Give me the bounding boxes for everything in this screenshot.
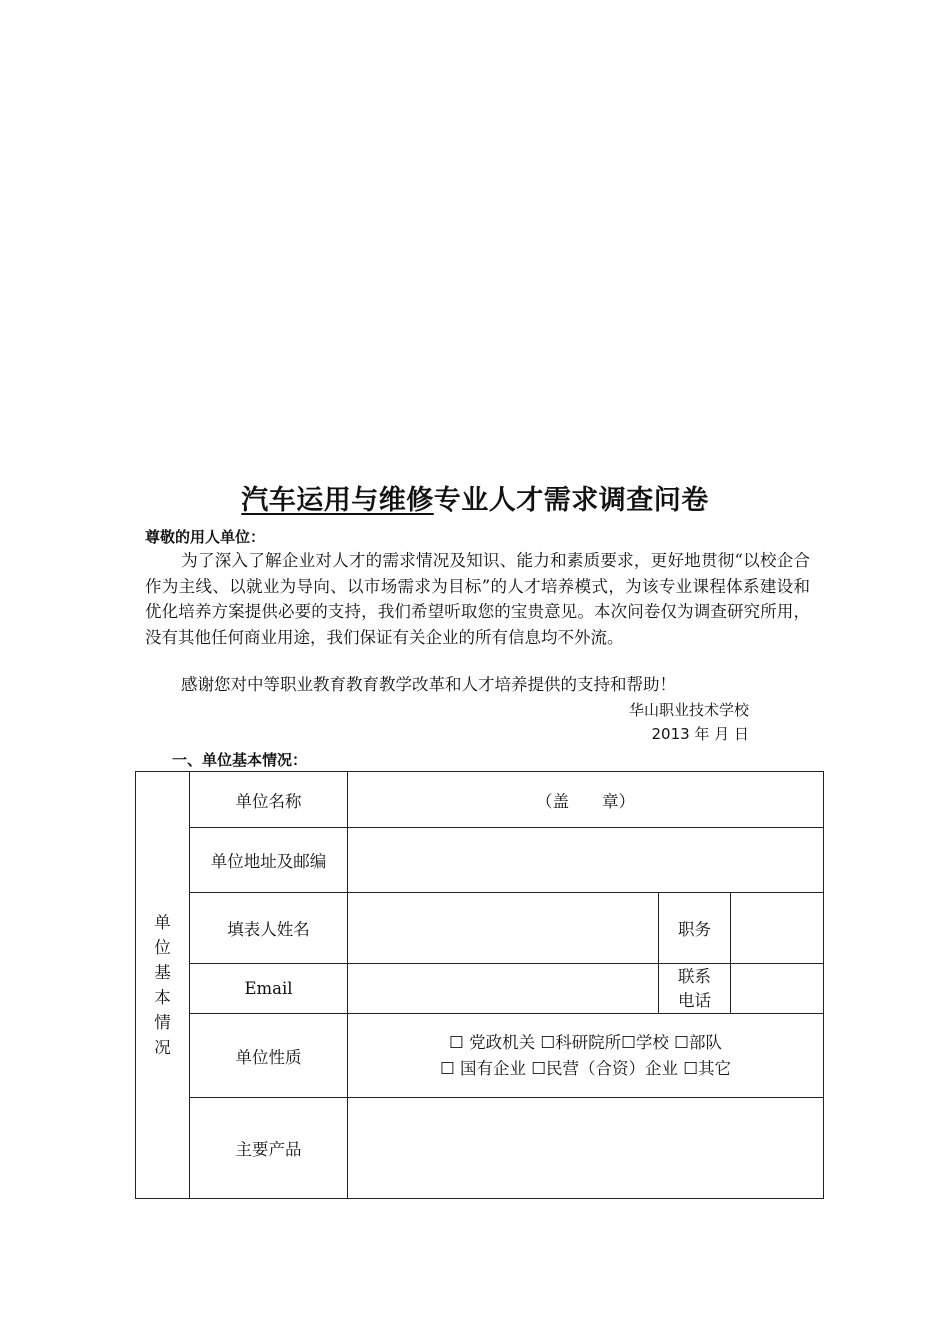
- row-address: [136, 828, 824, 893]
- side-label-char: 情: [154, 1013, 171, 1032]
- phone-field[interactable]: [731, 964, 824, 1014]
- address-label: 单位地址及邮编: [190, 828, 348, 893]
- side-label-char: 位: [154, 938, 171, 957]
- position-label: 职务: [659, 893, 731, 964]
- side-label-char: 本: [154, 988, 171, 1007]
- row-unit-name: [136, 772, 824, 828]
- document-title: [0, 478, 950, 517]
- row-products: [136, 1098, 824, 1199]
- side-label-char: 况: [154, 1038, 171, 1057]
- nature-options-line2[interactable]: ☐ 国有企业 ☐民营（合资）企业 ☐其它: [439, 1058, 732, 1078]
- nature-options-line1[interactable]: ☐ 党政机关 ☐科研院所☐学校 ☐部队: [449, 1032, 722, 1052]
- email-field[interactable]: [348, 964, 659, 1014]
- intro-paragraph: [145, 548, 810, 650]
- signature-date: 2013 年 月 日: [651, 725, 749, 743]
- unit-info-table: [135, 771, 824, 1199]
- salutation: 尊敬的用人单位：: [145, 528, 266, 546]
- intro-paragraph-text: 为了深入了解企业对人才的需求情况及知识、能力和素质要求，更好地贯彻“以校企合作为主线、以就业为导向、以市场需求为目标”的人才培养模式，为该专业课程体系建设和优化培养方案提供必要的支持，我们希望听取您的宝贵意见。本次问卷仅为调查研究所用，没有其他任何商业用途，我们保证有关企业的所有信息均不外流。: [145, 551, 810, 647]
- products-field[interactable]: [348, 1098, 824, 1199]
- row-nature: [136, 1014, 824, 1098]
- nature-options[interactable]: [348, 1014, 824, 1098]
- seal-placeholder: （盖 章）: [536, 791, 635, 811]
- unit-name-label: 单位名称: [190, 772, 348, 828]
- filler-name-field[interactable]: [348, 893, 659, 964]
- nature-label: 单位性质: [190, 1014, 348, 1098]
- products-label: 主要产品: [190, 1098, 348, 1199]
- side-label-cell: [136, 772, 190, 1199]
- section-heading: 一、单位基本情况：: [172, 751, 308, 769]
- thanks-paragraph: [145, 672, 810, 698]
- filler-name-label: 填表人姓名: [190, 893, 348, 964]
- row-filler: [136, 893, 824, 964]
- address-field[interactable]: [348, 828, 824, 893]
- title-rest: 专业人才需求调查问卷: [433, 485, 709, 516]
- phone-label-line2: 电话: [678, 990, 711, 1010]
- signature-school: 华山职业技术学校: [628, 701, 749, 719]
- position-field[interactable]: [731, 893, 824, 964]
- unit-name-field[interactable]: [348, 772, 824, 828]
- side-label-char: 单: [154, 913, 171, 932]
- row-email: [136, 964, 824, 1014]
- phone-label: [659, 964, 731, 1014]
- title-underlined-part: 汽车运用与维修: [241, 485, 434, 516]
- side-label-char: 基: [154, 963, 171, 982]
- thanks-paragraph-text: 感谢您对中等职业教育教育教学改革和人才培养提供的支持和帮助！: [181, 675, 676, 694]
- email-label: Email: [190, 964, 348, 1014]
- phone-label-line1: 联系: [678, 966, 711, 986]
